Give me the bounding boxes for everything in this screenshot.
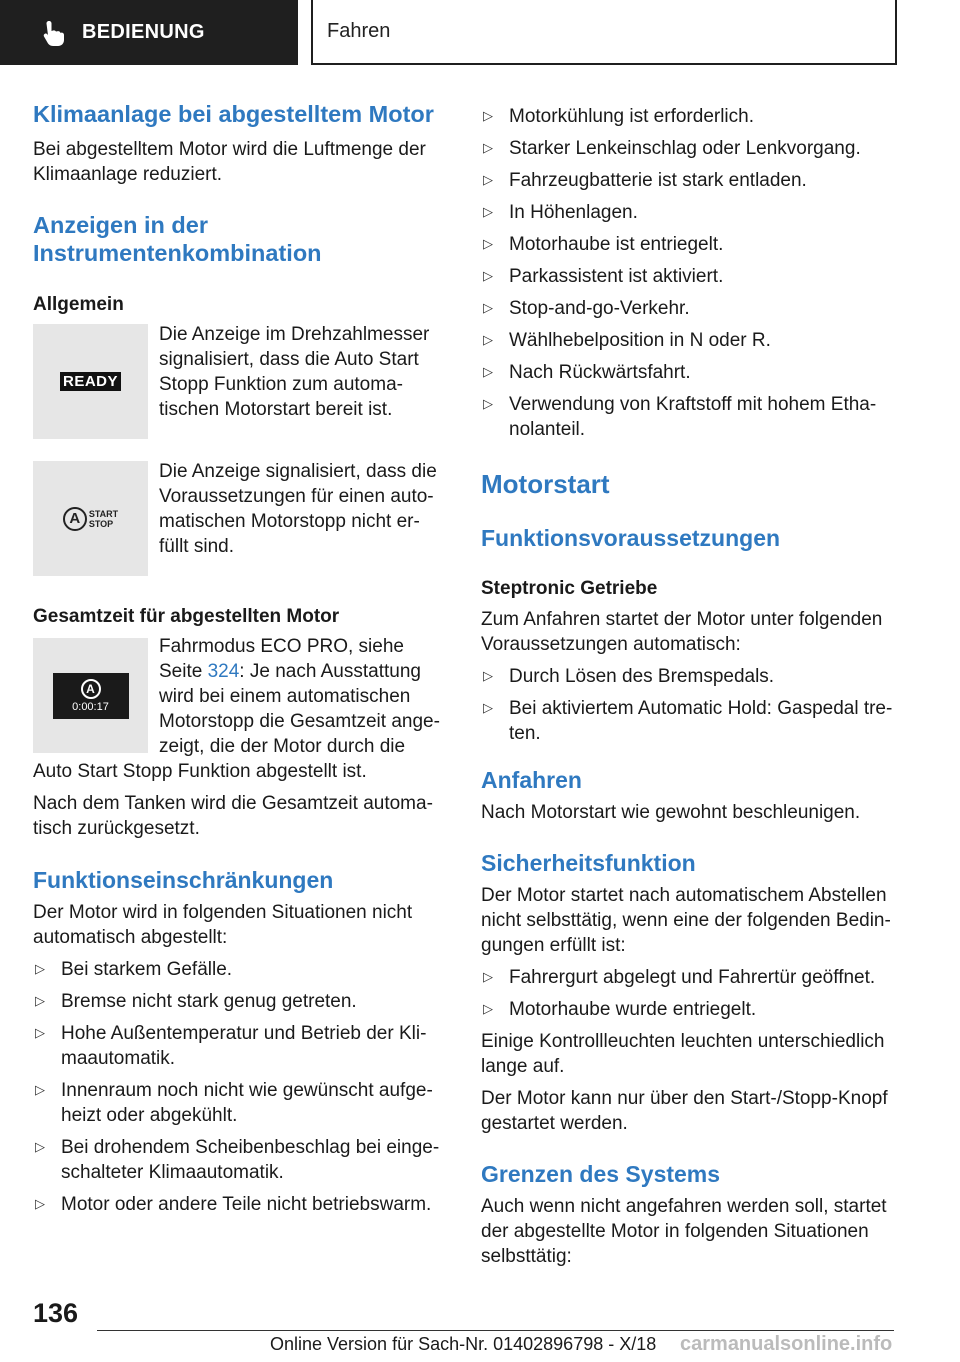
list-item xyxy=(33,1021,447,1071)
anzeigen-heading: Anzeigen in der Instrumentenkombination xyxy=(33,212,322,266)
list-item xyxy=(481,328,895,353)
total-time-value: 0:00:17 xyxy=(72,700,109,713)
funktionsvoraussetzungen-heading: Funktionsvoraussetzungen xyxy=(481,525,781,551)
list-item xyxy=(33,1135,447,1185)
triangle-bullet-icon: ▷ xyxy=(483,669,493,684)
triangle-bullet-icon: ▷ xyxy=(483,365,493,380)
total-time-image xyxy=(33,638,148,753)
list-item-text: Motorhaube ist entriegelt. xyxy=(509,234,724,255)
list-item-text: Innenraum noch nicht wie gewünscht aufge-heizt oder abgekühlt. xyxy=(61,1080,433,1126)
steptronic-text: Zum Anfahren startet der Motor unter folgenden Voraussetzungen automatisch: xyxy=(481,609,883,655)
triangle-bullet-icon: ▷ xyxy=(483,173,493,188)
list-item xyxy=(481,360,895,385)
triangle-bullet-icon: ▷ xyxy=(35,1026,45,1041)
list-item-text: Nach Rückwärtsfahrt. xyxy=(509,362,691,383)
start-stop-figure-row xyxy=(33,459,447,576)
sicherheitsfunktion-text: Der Motor startet nach automatischem Abstellen nicht selbsttätig, wenn eine der folgenden Bedin-gungen erfüllt ist: xyxy=(481,885,891,956)
gesamtzeit-block xyxy=(33,634,447,784)
start-stopp-knopf-text: Der Motor kann nur über den Start-/Stopp-Knopf gestartet werden. xyxy=(481,1088,888,1134)
triangle-bullet-icon: ▷ xyxy=(483,397,493,412)
list-item xyxy=(481,296,895,321)
list-item-text: Hohe Außentemperatur und Betrieb der Kli-maautomatik. xyxy=(61,1023,427,1069)
list-item-text: Bremse nicht stark genug getreten. xyxy=(61,991,357,1012)
list-item-text: Verwendung von Kraftstoff mit hohem Etha-nolanteil. xyxy=(509,394,877,440)
left-column xyxy=(33,100,447,1224)
list-item-text: Stop-and-go-Verkehr. xyxy=(509,298,690,319)
stop-text: STOP xyxy=(88,518,114,529)
list-item-text: Fahrergurt abgelegt und Fahrertür geöffnet. xyxy=(509,967,876,988)
list-item-text: Motorkühlung ist erforderlich. xyxy=(509,106,754,127)
ready-badge: READY xyxy=(60,372,121,391)
list-item-text: In Höhenlagen. xyxy=(509,202,638,223)
list-item xyxy=(481,997,895,1022)
grenzen-heading: Grenzen des Systems xyxy=(481,1161,721,1187)
list-item-text: Bei starkem Gefälle. xyxy=(61,959,233,980)
list-item xyxy=(33,957,447,982)
section-tab xyxy=(0,0,298,65)
triangle-bullet-icon: ▷ xyxy=(35,962,45,977)
einschraenkungen-heading: Funktionseinschränkungen xyxy=(33,867,334,893)
triangle-bullet-icon: ▷ xyxy=(483,701,493,716)
right-column xyxy=(481,104,895,1269)
list-item-text: Motor oder andere Teile nicht betriebswarm. xyxy=(61,1194,432,1215)
start-stop-description: Die Anzeige signalisiert, dass die Voraussetzungen für einen auto-matischen Motorstopp nicht er-füllt sind. xyxy=(159,461,437,557)
list-item-text: Fahrzeugbatterie ist stark entladen. xyxy=(509,170,807,191)
anfahren-heading: Anfahren xyxy=(481,767,582,793)
hand-pointer-icon xyxy=(38,18,68,48)
chapter-tab xyxy=(311,0,897,65)
einschraenkungen-list xyxy=(33,957,447,1217)
triangle-bullet-icon: ▷ xyxy=(483,1002,493,1017)
tanken-text: Nach dem Tanken wird die Gesamtzeit automa-tisch zurückgesetzt. xyxy=(33,793,433,839)
footer-divider xyxy=(97,1330,894,1331)
triangle-bullet-icon: ▷ xyxy=(35,1083,45,1098)
list-item xyxy=(33,1192,447,1217)
einschraenkungen-intro: Der Motor wird in folgenden Situationen nicht automatisch abgestellt: xyxy=(33,902,413,948)
total-time-text-before: Fahrmodus ECO PRO, siehe Seite xyxy=(159,636,404,682)
einschraenkungen-list-continued xyxy=(481,104,895,442)
triangle-bullet-icon: ▷ xyxy=(483,333,493,348)
sicherheitsfunktion-list xyxy=(481,965,895,1022)
list-item-text: Bei aktiviertem Automatic Hold: Gaspedal tre-ten. xyxy=(509,698,893,744)
sicherheitsfunktion-heading: Sicherheitsfunktion xyxy=(481,850,696,876)
list-item xyxy=(481,264,895,289)
triangle-bullet-icon: ▷ xyxy=(35,1140,45,1155)
triangle-bullet-icon: ▷ xyxy=(483,237,493,252)
triangle-bullet-icon: ▷ xyxy=(483,301,493,316)
list-item-text: Durch Lösen des Bremspedals. xyxy=(509,666,775,687)
start-stop-symbol xyxy=(63,507,118,531)
auto-a-icon: A xyxy=(81,679,101,699)
list-item xyxy=(481,200,895,225)
auto-a-icon: A xyxy=(63,507,87,531)
steptronic-heading: Steptronic Getriebe xyxy=(481,578,658,599)
list-item xyxy=(33,989,447,1014)
anfahren-text: Nach Motorstart wie gewohnt beschleunigen. xyxy=(481,802,861,823)
total-time-display xyxy=(53,673,129,719)
klima-text: Bei abgestelltem Motor wird die Luftmenge der Klimaanlage reduziert. xyxy=(33,139,426,185)
list-item xyxy=(481,232,895,257)
grenzen-text: Auch wenn nicht angefahren werden soll, startet der abgestellte Motor in folgenden Situationen selbsttätig: xyxy=(481,1196,887,1267)
start-stop-text xyxy=(89,509,118,529)
list-item xyxy=(481,136,895,161)
triangle-bullet-icon: ▷ xyxy=(35,1197,45,1212)
page-number: 136 xyxy=(33,1298,79,1328)
list-item xyxy=(481,392,895,442)
start-text: START xyxy=(88,508,119,519)
ready-description: Die Anzeige im Drehzahlmesser signalisiert, dass die Auto Start Stopp Funktion zum automa-tischen Motorstart bereit ist. xyxy=(159,324,430,420)
list-item xyxy=(481,104,895,129)
chapter-title: Fahren xyxy=(327,20,391,42)
triangle-bullet-icon: ▷ xyxy=(35,994,45,1009)
triangle-bullet-icon: ▷ xyxy=(483,141,493,156)
steptronic-list xyxy=(481,664,895,746)
ready-indicator-image xyxy=(33,324,148,439)
list-item xyxy=(481,696,895,746)
page-link-324[interactable]: 324 xyxy=(207,661,240,682)
start-stop-indicator-image xyxy=(33,461,148,576)
list-item-text: Wählhebelposition in N oder R. xyxy=(509,330,771,351)
list-item-text: Parkassistent ist aktiviert. xyxy=(509,266,724,287)
watermark: carmanualsonline.info xyxy=(680,1333,893,1355)
klima-heading: Klimaanlage bei abgestelltem Motor xyxy=(33,101,434,127)
kontrollleuchten-text: Einige Kontrollleuchten leuchten unterschiedlich lange auf. xyxy=(481,1031,885,1077)
triangle-bullet-icon: ▷ xyxy=(483,205,493,220)
allgemein-heading: Allgemein xyxy=(33,294,124,315)
triangle-bullet-icon: ▷ xyxy=(483,970,493,985)
list-item xyxy=(481,664,895,689)
triangle-bullet-icon: ▷ xyxy=(483,109,493,124)
list-item-text: Motorhaube wurde entriegelt. xyxy=(509,999,757,1020)
gesamtzeit-heading: Gesamtzeit für abgestellten Motor xyxy=(33,606,340,627)
list-item xyxy=(481,965,895,990)
list-item-text: Bei drohendem Scheibenbeschlag bei einge-schalteter Klimaautomatik. xyxy=(61,1137,440,1183)
list-item xyxy=(481,168,895,193)
triangle-bullet-icon: ▷ xyxy=(483,269,493,284)
online-version-text: Online Version für Sach-Nr. 01402896798 - X/18 xyxy=(270,1334,657,1354)
list-item xyxy=(33,1078,447,1128)
motorstart-heading: Motorstart xyxy=(481,469,610,499)
ready-figure-row xyxy=(33,322,447,439)
section-title: BEDIENUNG xyxy=(82,21,205,43)
list-item-text: Starker Lenkeinschlag oder Lenkvorgang. xyxy=(509,138,861,159)
total-time-text-after: : Je nach Ausstattung wird bei einem automatischen Motorstopp die Gesamtzeit ange-zeigt, die der Motor durch die Auto Start Stopp Funktion abgestellt ist. xyxy=(33,661,440,782)
